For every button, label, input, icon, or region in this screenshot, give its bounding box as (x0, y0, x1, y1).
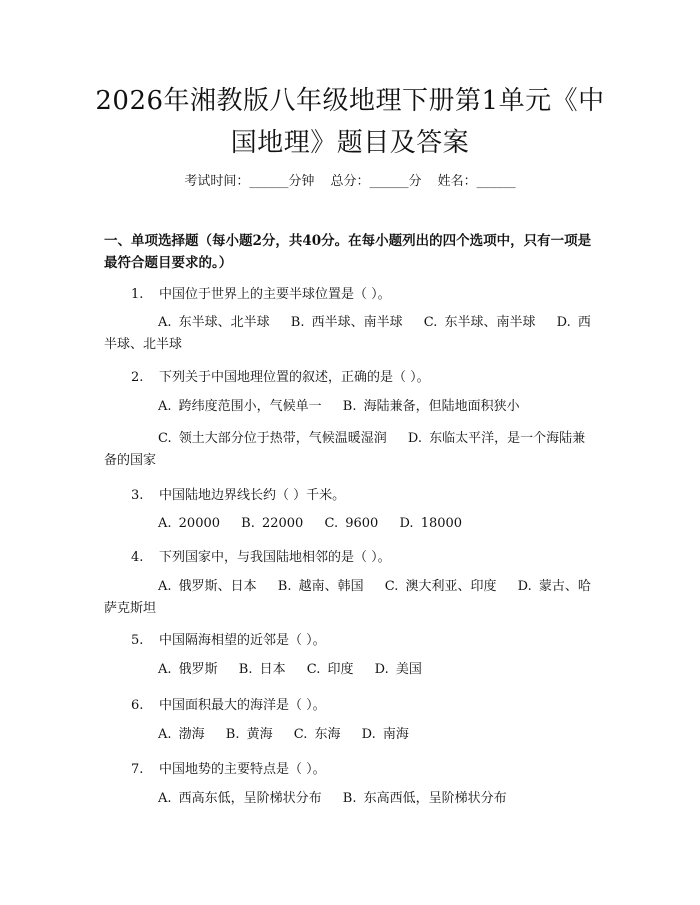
option-b: B. 22000 (241, 516, 304, 531)
option-a: A. 20000 (158, 516, 221, 531)
question-7 (131, 758, 326, 777)
question-text: 中国地势的主要特点是（ ）。 (159, 762, 326, 777)
exam-name: 姓名：______ (437, 174, 516, 189)
question-number: 2. (131, 370, 144, 385)
question-number: 1. (131, 287, 144, 302)
option-b: B. 海陆兼备，但陆地面积狭小 (342, 399, 520, 414)
option-b: B. 东高西低，呈阶梯状分布 (342, 791, 507, 806)
option-b: B. 黄海 (225, 727, 273, 742)
question-1-options (104, 312, 594, 356)
question-number: 4. (131, 550, 144, 565)
option-c: C. 9600 (324, 516, 379, 531)
question-number: 7. (131, 762, 144, 777)
title-line-1: 2026年湘教版八年级地理下册第1单元《中 (95, 86, 605, 116)
question-4-options (104, 576, 594, 620)
question-text: 中国隔海相望的近邻是（ ）。 (159, 633, 326, 648)
option-d: D. 美国 (374, 662, 422, 677)
option-c: C. 澳大利亚、印度 (384, 579, 497, 594)
page-title (60, 80, 640, 164)
question-1 (131, 283, 391, 302)
question-text: 中国面积最大的海洋是（ ）。 (159, 698, 326, 713)
question-2-options-row2 (104, 428, 594, 472)
option-b: B. 日本 (238, 662, 286, 677)
title-line-2: 国地理》题目及答案 (230, 128, 470, 158)
option-c: C. 东半球、南半球 (423, 315, 536, 330)
question-5 (131, 629, 326, 648)
question-number: 5. (131, 633, 144, 648)
option-d: D. 西半球、北半球 (104, 315, 591, 352)
option-c: C. 印度 (306, 662, 354, 677)
option-d: D. 蒙古、哈萨克斯坦 (104, 579, 591, 616)
option-c: C. 东海 (293, 727, 341, 742)
question-text: 中国陆地边界线长约（ ）千米。 (159, 488, 346, 503)
question-text: 中国位于世界上的主要半球位置是（ ）。 (159, 287, 391, 302)
question-number: 6. (131, 698, 144, 713)
question-text: 下列国家中，与我国陆地相邻的是（ ）。 (159, 550, 391, 565)
question-text: 下列关于中国地理位置的叙述，正确的是（ ）。 (159, 370, 430, 385)
exam-score: 总分：______分 (330, 174, 422, 189)
option-a: A. 西高东低，呈阶梯状分布 (158, 791, 322, 806)
option-a: A. 跨纬度范围小，气候单一 (158, 399, 322, 414)
question-7-options (104, 788, 594, 810)
question-2-options-row1 (104, 396, 594, 418)
option-d: D. 南海 (361, 727, 409, 742)
question-number: 3. (131, 488, 144, 503)
question-3-options (104, 513, 594, 535)
section-heading: 一、单项选择题（每小题2分，共40分。在每小题列出的四个选项中，只有一项是最符合题目要求的。） (104, 233, 592, 271)
option-d: D. 东临太平洋，是一个海陆兼备的国家 (104, 431, 586, 468)
question-5-options (104, 659, 594, 681)
option-b: B. 西半球、南半球 (290, 315, 403, 330)
option-a: A. 俄罗斯、日本 (158, 579, 257, 594)
question-6-options (104, 724, 594, 746)
question-3 (131, 484, 345, 503)
option-d: D. 18000 (399, 516, 463, 531)
option-a: A. 东半球、北半球 (158, 315, 270, 330)
exam-time: 考试时间：______分钟 (184, 174, 315, 189)
question-4 (131, 546, 391, 565)
question-6 (131, 694, 326, 713)
option-a: A. 俄罗斯 (158, 662, 218, 677)
option-c: C. 领土大部分位于热带，气候温暖湿润 (158, 431, 387, 446)
option-b: B. 越南、韩国 (277, 579, 364, 594)
question-2 (131, 366, 430, 385)
option-a: A. 渤海 (158, 727, 205, 742)
exam-meta (0, 170, 700, 189)
